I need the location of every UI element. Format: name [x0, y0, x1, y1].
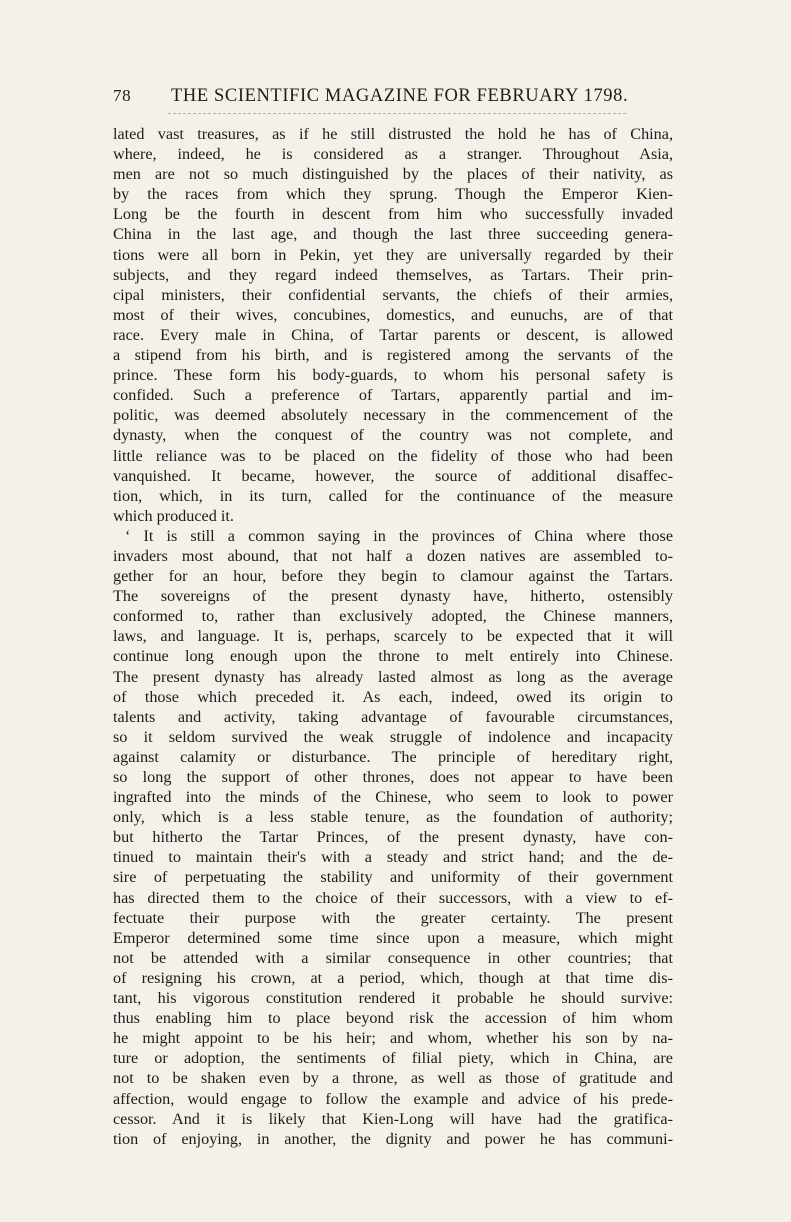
text-line: The sovereigns of the present dynasty have, hitherto, ostensibly	[113, 587, 673, 606]
text-line: only, which is a less stable tenure, as the foundation of authority;	[113, 808, 673, 827]
text-line: Long be the fourth in descent from him who successfully invaded	[113, 205, 673, 224]
text-line: prince. These form his body-guards, to whom his personal safety is	[113, 366, 673, 385]
text-line: has directed them to the choice of their successors, with a view to ef-	[113, 888, 673, 907]
text-line: thus enabling him to place beyond risk the accession of him whom	[113, 1009, 673, 1028]
text-line: ‘ It is still a common saying in the provinces of China where those	[125, 526, 673, 545]
text-line: sire of perpetuating the stability and uniformity of their government	[113, 868, 673, 887]
text-line: cessor. And it is likely that Kien-Long will have had the gratifica-	[113, 1109, 673, 1128]
text-line: China in the last age, and though the last three succeeding genera-	[113, 225, 673, 244]
text-line: gether for an hour, before they begin to clamour against the Tartars.	[113, 567, 673, 586]
text-line: little reliance was to be placed on the fidelity of those who had been	[113, 446, 673, 465]
text-line: most of their wives, concubines, domestics, and eunuchs, are of that	[113, 305, 673, 324]
text-line: affection, would engage to follow the example and advice of his prede-	[113, 1089, 673, 1108]
text-line: so it seldom survived the weak struggle of indolence and incapacity	[113, 727, 673, 746]
text-line: subjects, and they regard indeed themselves, as Tartars. Their prin-	[113, 265, 673, 284]
text-line: lated vast treasures, as if he still distrusted the hold he has of China,	[113, 125, 673, 143]
text-line: vanquished. It became, however, the source of additional disaffec-	[113, 466, 673, 485]
header-rule	[168, 113, 626, 114]
text-line: but hitherto the Tartar Princes, of the present dynasty, have con-	[113, 828, 673, 847]
paragraph	[113, 124, 673, 526]
text-line: race. Every male in China, of Tartar parents or descent, is allowed	[113, 325, 673, 344]
text-line: tion, which, in its turn, called for the continuance of the measure	[113, 486, 673, 505]
body-text	[113, 124, 673, 1149]
text-line: men are not so much distinguished by the places of their nativity, as	[113, 165, 673, 184]
text-line: ingrafted into the minds of the Chinese, who seem to look to power	[113, 788, 673, 807]
text-line: which produced it.	[113, 506, 234, 525]
text-line: Emperor determined some time since upon a measure, which might	[113, 928, 673, 947]
text-line: fectuate their purpose with the greater certainty. The present	[113, 908, 673, 927]
text-line: not be attended with a similar consequence in other countries; that	[113, 948, 673, 967]
text-line: dynasty, when the conquest of the country was not complete, and	[113, 426, 673, 445]
text-line: a stipend from his birth, and is registered among the servants of the	[113, 346, 673, 365]
text-line: not to be shaken even by a throne, as well as those of gratitude and	[113, 1069, 673, 1088]
text-line: laws, and language. It is, perhaps, scarcely to be expected that it will	[113, 627, 673, 646]
running-title: THE SCIENTIFIC MAGAZINE FOR FEBRUARY 1798.	[171, 86, 629, 106]
text-line: so long the support of other thrones, does not appear to have been	[113, 768, 673, 786]
text-line: ture or adoption, the sentiments of filial piety, which in China, are	[113, 1049, 673, 1068]
text-line: by the races from which they sprung. Though the Emperor Kien-	[113, 185, 673, 204]
text-line: The present dynasty has already lasted almost as long as the average	[113, 667, 673, 686]
text-line: continue long enough upon the throne to melt entirely into Chinese.	[113, 647, 673, 666]
text-line: tinued to maintain their's with a steady and strict hand; and the de-	[113, 848, 673, 867]
text-line: tions were all born in Pekin, yet they are universally regarded by their	[113, 245, 673, 264]
text-line: confided. Such a preference of Tartars, apparently partial and im-	[113, 386, 673, 405]
text-line: of those which preceded it. As each, indeed, owed its origin to	[113, 687, 673, 706]
paragraph	[113, 526, 673, 1149]
text-line: invaders most abound, that not half a dozen natives are assembled to-	[113, 546, 673, 565]
text-line: talents and activity, taking advantage of favourable circumstances,	[113, 707, 673, 726]
page-number: 78	[113, 86, 132, 105]
text-line: cipal ministers, their confidential servants, the chiefs of their armies,	[113, 285, 673, 304]
text-line: of resigning his crown, at a period, which, though at that time dis-	[113, 968, 673, 987]
text-line: conformed to, rather than exclusively adopted, the Chinese manners,	[113, 607, 673, 626]
text-line: tion of enjoying, in another, the dignity and power he has communi-	[113, 1129, 673, 1148]
text-line: tant, his vigorous constitution rendered it probable he should survive:	[113, 989, 673, 1008]
running-head	[113, 86, 669, 112]
text-line: against calamity or disturbance. The principle of hereditary right,	[113, 747, 673, 766]
text-line: he might appoint to be his heir; and whom, whether his son by na-	[113, 1029, 673, 1048]
text-line: where, indeed, he is considered as a stranger. Throughout Asia,	[113, 145, 673, 164]
text-line: politic, was deemed absolutely necessary in the commencement of the	[113, 406, 673, 425]
